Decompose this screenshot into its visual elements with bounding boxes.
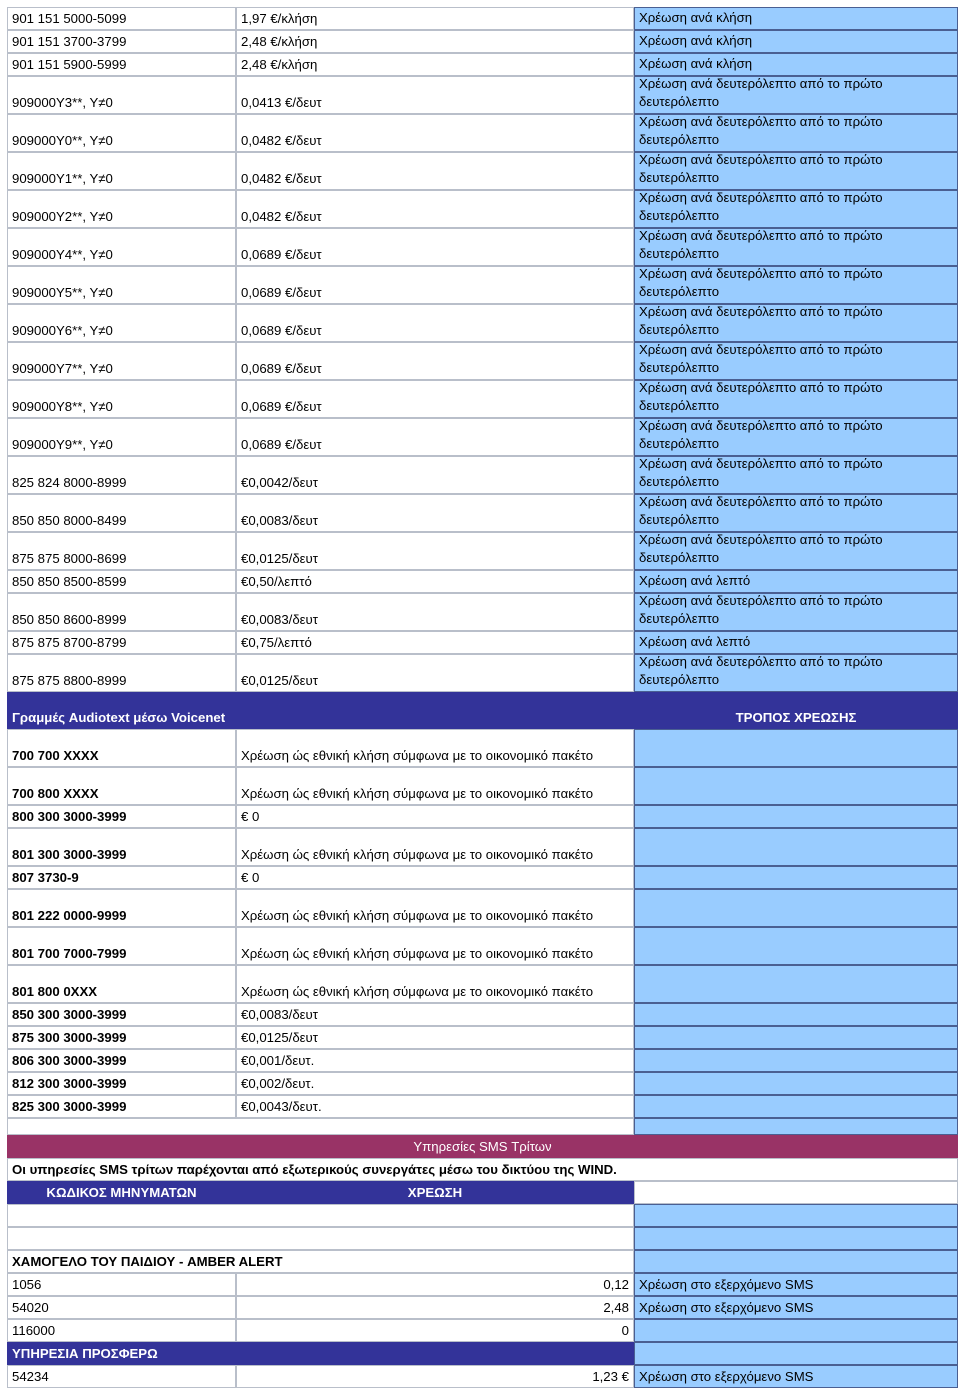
charge-mode-cell <box>634 228 958 266</box>
voicenet-header-row <box>7 692 958 729</box>
group-title-cell <box>7 1342 634 1365</box>
voicenet-number: 806 300 3000-3999 <box>12 1053 127 1068</box>
rate-text: 0,0482 €/δευτ <box>241 133 322 148</box>
charge-mode-text: Χρέωση ανά δευτερόλεπτο από το πρώτο δευτερόλεπτο <box>639 380 883 413</box>
premium-row <box>7 593 958 631</box>
voicenet-number-cell <box>7 1095 236 1118</box>
spacer-blue-cell <box>634 1118 958 1135</box>
number-cell <box>7 304 236 342</box>
voicenet-row <box>7 729 958 767</box>
sms-columns-row <box>7 1181 958 1204</box>
premium-row <box>7 266 958 304</box>
charge-mode-cell <box>634 30 958 53</box>
voicenet-row <box>7 927 958 965</box>
voicenet-row <box>7 767 958 805</box>
number-text: 909000Y0**, Y≠0 <box>12 133 113 148</box>
voicenet-mode-cell <box>634 805 958 828</box>
voicenet-mode-cell <box>634 1072 958 1095</box>
rate-text: €0,0042/δευτ <box>241 475 318 490</box>
tariff-document <box>7 7 958 1388</box>
voicenet-rate: Χρέωση ώς εθνική κλήση σύμφωνα με το οικονομικό πακέτο <box>241 847 594 862</box>
number-text: 875 875 8000-8699 <box>12 551 127 566</box>
sms-code-cell <box>7 1273 236 1296</box>
charge-mode-text: Χρέωση ανά δευτερόλεπτο από το πρώτο δευτερόλεπτο <box>639 654 883 687</box>
sms-amount-cell <box>236 1273 634 1296</box>
premium-row <box>7 456 958 494</box>
number-cell <box>7 418 236 456</box>
premium-row <box>7 654 958 692</box>
number-cell <box>7 494 236 532</box>
premium-row <box>7 7 958 30</box>
voicenet-mode-cell <box>634 889 958 927</box>
number-cell <box>7 631 236 654</box>
charge-mode-text: Χρέωση ανά δευτερόλεπτο από το πρώτο δευτερόλεπτο <box>639 190 883 223</box>
sms-code: 116000 <box>12 1323 56 1338</box>
charge-mode-text: Χρέωση ανά δευτερόλεπτο από το πρώτο δευτερόλεπτο <box>639 228 883 261</box>
charge-mode-text: Χρέωση ανά δευτερόλεπτο από το πρώτο δευτερόλεπτο <box>639 76 883 109</box>
sms-amount-cell <box>236 1365 634 1388</box>
voicenet-row <box>7 1026 958 1049</box>
rate-text: 0,0689 €/δευτ <box>241 323 322 338</box>
voicenet-mode-cell <box>634 729 958 767</box>
number-text: 850 850 8500-8599 <box>12 574 127 589</box>
rate-text: €0,50/λεπτό <box>241 574 312 589</box>
charge-mode-text: Χρέωση ανά δευτερόλεπτο από το πρώτο δευτερόλεπτο <box>639 266 883 299</box>
sms-code: 1056 <box>12 1277 42 1292</box>
sms-title-cell <box>7 1135 958 1158</box>
charge-mode-cell <box>634 342 958 380</box>
rate-text: 0,0689 €/δευτ <box>241 361 322 376</box>
voicenet-number: 807 3730-9 <box>12 870 79 885</box>
sms-note-row <box>7 1158 958 1181</box>
rate-cell <box>236 190 634 228</box>
sms-group-row <box>7 1250 958 1273</box>
voicenet-rate-cell <box>236 889 634 927</box>
rate-cell <box>236 53 634 76</box>
charge-mode-text: Χρέωση ανά λεπτό <box>639 634 751 649</box>
number-text: 909000Y5**, Y≠0 <box>12 285 113 300</box>
sms-amount: 2,48 <box>603 1300 629 1315</box>
number-text: 909000Y1**, Y≠0 <box>12 171 113 186</box>
voicenet-mode-cell <box>634 1026 958 1049</box>
charge-mode-cell <box>634 418 958 456</box>
sms-code: 54234 <box>12 1369 49 1384</box>
voicenet-number: 801 700 7000-7999 <box>12 946 127 961</box>
rate-cell <box>236 631 634 654</box>
empty-cell <box>7 1227 634 1250</box>
charge-mode-cell <box>634 152 958 190</box>
voicenet-number: 700 800 XXXX <box>12 786 99 801</box>
voicenet-row <box>7 805 958 828</box>
charge-mode-cell <box>634 380 958 418</box>
rate-cell <box>236 494 634 532</box>
charge-mode-text: Χρέωση ανά δευτερόλεπτο από το πρώτο δευτερόλεπτο <box>639 532 883 565</box>
sms-title: Υπηρεσίες SMS Τρίτων <box>413 1139 552 1154</box>
voicenet-rate-cell <box>236 965 634 1003</box>
sms-amount <box>241 1368 629 1385</box>
premium-row <box>7 631 958 654</box>
charge-mode-cell <box>634 190 958 228</box>
charge-header-cell <box>236 1181 634 1204</box>
charge-mode-cell <box>634 654 958 692</box>
premium-row <box>7 30 958 53</box>
voicenet-number: 801 300 3000-3999 <box>12 847 127 862</box>
charge-mode-cell <box>634 7 958 30</box>
number-text: 909000Y6**, Y≠0 <box>12 323 113 338</box>
voicenet-rate-cell <box>236 1072 634 1095</box>
number-text: 909000Y9**, Y≠0 <box>12 437 113 452</box>
spacer-cell <box>7 1118 634 1135</box>
voicenet-number: 812 300 3000-3999 <box>12 1076 127 1091</box>
voicenet-title-cell <box>7 692 634 729</box>
charge-mode-text: Χρέωση ανά κλήση <box>639 10 753 25</box>
voicenet-number-cell <box>7 1003 236 1026</box>
rate-cell <box>236 532 634 570</box>
voicenet-number: 850 300 3000-3999 <box>12 1007 127 1022</box>
charge-mode-text: Χρέωση ανά δευτερόλεπτο από το πρώτο δευτερόλεπτο <box>639 494 883 527</box>
voicenet-mode-cell <box>634 767 958 805</box>
charge-header: ΧΡΕΩΣΗ <box>407 1185 463 1200</box>
voicenet-rate-cell <box>236 1049 634 1072</box>
rate-text: 0,0482 €/δευτ <box>241 209 322 224</box>
sms-mode-cell <box>634 1365 958 1388</box>
number-text: 909000Y4**, Y≠0 <box>12 247 113 262</box>
charge-mode-cell <box>634 53 958 76</box>
voicenet-mode-cell <box>634 965 958 1003</box>
rate-text: 0,0689 €/δευτ <box>241 437 322 452</box>
charge-mode-text: Χρέωση ανά δευτερόλεπτο από το πρώτο δευτερόλεπτο <box>639 152 883 185</box>
group-blue-cell <box>634 1250 958 1273</box>
voicenet-rate: €0,0125/δευτ <box>241 1030 318 1045</box>
rate-cell <box>236 114 634 152</box>
rate-text: €0,75/λεπτό <box>241 635 312 650</box>
voicenet-mode-cell <box>634 927 958 965</box>
rate-cell <box>236 228 634 266</box>
charge-mode-text: Χρέωση ανά κλήση <box>639 56 753 71</box>
rate-text: 2,48 €/κλήση <box>241 34 318 49</box>
sms-amount: 0 <box>621 1323 629 1338</box>
charge-mode-cell <box>634 532 958 570</box>
rate-cell <box>236 152 634 190</box>
voicenet-rate-cell <box>236 828 634 866</box>
voicenet-row <box>7 828 958 866</box>
empty-blue-cell <box>634 1227 958 1250</box>
premium-row <box>7 114 958 152</box>
voicenet-rate: Χρέωση ώς εθνική κλήση σύμφωνα με το οικονομικό πακέτο <box>241 786 594 801</box>
voicenet-number-cell <box>7 965 236 1003</box>
sms-mode: Χρέωση στο εξερχόμενο SMS <box>639 1300 814 1315</box>
number-text: 850 850 8000-8499 <box>12 513 127 528</box>
voicenet-number-cell <box>7 828 236 866</box>
sms-amount-value: 1,23 <box>592 1369 618 1384</box>
number-cell <box>7 53 236 76</box>
charge-mode-text: Χρέωση ανά δευτερόλεπτο από το πρώτο δευτερόλεπτο <box>639 418 883 451</box>
premium-row <box>7 570 958 593</box>
rate-text: 0,0413 €/δευτ <box>241 95 322 110</box>
voicenet-mode-cell <box>634 1049 958 1072</box>
voicenet-mode-cell <box>634 1003 958 1026</box>
premium-row <box>7 304 958 342</box>
number-cell <box>7 593 236 631</box>
voicenet-mode-cell <box>634 1095 958 1118</box>
premium-row <box>7 190 958 228</box>
premium-row <box>7 532 958 570</box>
sms-row <box>7 1273 958 1296</box>
number-cell <box>7 30 236 53</box>
number-text: 909000Y7**, Y≠0 <box>12 361 113 376</box>
rate-text: €0,0125/δευτ <box>241 673 318 688</box>
charge-mode-text: Χρέωση ανά λεπτό <box>639 573 751 588</box>
voicenet-rate-cell <box>236 866 634 889</box>
voicenet-rate-cell <box>236 1095 634 1118</box>
number-text: 901 151 5000-5099 <box>12 11 127 26</box>
voicenet-row <box>7 1049 958 1072</box>
charge-mode-text: Χρέωση ανά δευτερόλεπτο από το πρώτο δευτερόλεπτο <box>639 304 883 337</box>
number-cell <box>7 7 236 30</box>
voicenet-number-cell <box>7 889 236 927</box>
voicenet-number-cell <box>7 1049 236 1072</box>
sms-row <box>7 1365 958 1388</box>
number-text: 875 875 8800-8999 <box>12 673 127 688</box>
group-title: ΥΠΗΡΕΣΙΑ ΠΡΟΣΦΕΡΩ <box>12 1346 158 1361</box>
rate-text: 1,97 €/κλήση <box>241 11 318 26</box>
currency-symbol: € <box>621 1369 629 1384</box>
number-cell <box>7 228 236 266</box>
sms-amount-cell <box>236 1319 634 1342</box>
charge-mode-text: Χρέωση ανά δευτερόλεπτο από το πρώτο δευτερόλεπτο <box>639 593 883 626</box>
sms-mode: Χρέωση στο εξερχόμενο SMS <box>639 1277 814 1292</box>
charge-mode-header-cell <box>634 1181 958 1204</box>
voicenet-row <box>7 866 958 889</box>
charge-mode-cell <box>634 76 958 114</box>
premium-row <box>7 342 958 380</box>
rate-cell <box>236 593 634 631</box>
voicenet-number: 801 800 0XXX <box>12 984 98 999</box>
sms-note: Οι υπηρεσίες SMS τρίτων παρέχονται από εξωτερικούς συνεργάτες μέσω του δικτύου της WIND. <box>12 1162 617 1177</box>
premium-row <box>7 152 958 190</box>
rate-text: €0,0083/δευτ <box>241 612 318 627</box>
voicenet-row <box>7 1095 958 1118</box>
sms-code: 54020 <box>12 1300 49 1315</box>
voicenet-number: 800 300 3000-3999 <box>12 809 127 824</box>
charge-mode-cell <box>634 114 958 152</box>
rate-cell <box>236 266 634 304</box>
voicenet-mode-header-cell <box>634 692 958 729</box>
code-header-cell <box>7 1181 236 1204</box>
sms-code-cell <box>7 1296 236 1319</box>
number-text: 825 824 8000-8999 <box>12 475 127 490</box>
rate-text: 2,48 €/κλήση <box>241 57 318 72</box>
rate-cell <box>236 30 634 53</box>
charge-mode-cell <box>634 570 958 593</box>
rate-cell <box>236 570 634 593</box>
sms-mode-cell <box>634 1296 958 1319</box>
voicenet-rate: €0,001/δευτ. <box>241 1053 315 1068</box>
voicenet-rate-cell <box>236 927 634 965</box>
voicenet-rate: Χρέωση ώς εθνική κλήση σύμφωνα με το οικονομικό πακέτο <box>241 908 594 923</box>
sms-empty-row <box>7 1227 958 1250</box>
voicenet-number: 825 300 3000-3999 <box>12 1099 127 1114</box>
number-text: 909000Y2**, Y≠0 <box>12 209 113 224</box>
number-cell <box>7 342 236 380</box>
voicenet-rate: €0,002/δευτ. <box>241 1076 315 1091</box>
voicenet-number-cell <box>7 805 236 828</box>
number-text: 909000Y8**, Y≠0 <box>12 399 113 414</box>
voicenet-rate-cell <box>236 1026 634 1049</box>
rate-text: 0,0689 €/δευτ <box>241 399 322 414</box>
premium-row <box>7 76 958 114</box>
voicenet-rate-cell <box>236 805 634 828</box>
premium-row <box>7 418 958 456</box>
voicenet-rate: €0,0043/δευτ. <box>241 1099 322 1114</box>
empty-cell <box>7 1204 634 1227</box>
voicenet-number-cell <box>7 767 236 805</box>
voicenet-title: Γραμμές Audiotext μέσω Voicenet <box>12 710 226 725</box>
voicenet-number: 801 222 0000-9999 <box>12 908 127 923</box>
charge-mode-text: Χρέωση ανά δευτερόλεπτο από το πρώτο δευτερόλεπτο <box>639 456 883 489</box>
charge-mode-cell <box>634 593 958 631</box>
voicenet-rate: Χρέωση ώς εθνική κλήση σύμφωνα με το οικονομικό πακέτο <box>241 946 594 961</box>
premium-row <box>7 228 958 266</box>
premium-row <box>7 494 958 532</box>
voicenet-mode-cell <box>634 828 958 866</box>
premium-row <box>7 53 958 76</box>
sms-row <box>7 1319 958 1342</box>
charge-mode-cell <box>634 266 958 304</box>
voicenet-number-cell <box>7 1026 236 1049</box>
sms-row <box>7 1296 958 1319</box>
number-cell <box>7 266 236 304</box>
charge-mode-cell <box>634 494 958 532</box>
group-blue-cell <box>634 1342 958 1365</box>
spacer-row <box>7 1118 958 1135</box>
voicenet-row <box>7 889 958 927</box>
rate-text: €0,0125/δευτ <box>241 551 318 566</box>
group-title: ΧΑΜΟΓΕΛΟ ΤΟΥ ΠΑΙΔΙΟΥ - AMBER ALERT <box>12 1254 283 1269</box>
sms-amount: 0,12 <box>603 1277 629 1292</box>
sms-group-row <box>7 1342 958 1365</box>
charge-mode-text: Χρέωση ανά δευτερόλεπτο από το πρώτο δευτερόλεπτο <box>639 342 883 375</box>
number-text: 875 875 8700-8799 <box>12 635 127 650</box>
voicenet-rate: Χρέωση ώς εθνική κλήση σύμφωνα με το οικονομικό πακέτο <box>241 984 594 999</box>
number-text: 901 151 3700-3799 <box>12 34 127 49</box>
voicenet-rate-cell <box>236 1003 634 1026</box>
rate-cell <box>236 456 634 494</box>
voicenet-rate-cell <box>236 767 634 805</box>
charge-mode-text: Χρέωση ανά δευτερόλεπτο από το πρώτο δευτερόλεπτο <box>639 114 883 147</box>
voicenet-rate: € 0 <box>241 809 260 824</box>
number-cell <box>7 152 236 190</box>
number-cell <box>7 76 236 114</box>
voicenet-number-cell <box>7 729 236 767</box>
sms-mode-cell <box>634 1273 958 1296</box>
sms-title-row <box>7 1135 958 1158</box>
empty-blue-cell <box>634 1204 958 1227</box>
charge-mode-cell <box>634 631 958 654</box>
sms-note-cell <box>7 1158 958 1181</box>
voicenet-rate-cell <box>236 729 634 767</box>
sms-code-cell <box>7 1365 236 1388</box>
rate-cell <box>236 304 634 342</box>
sms-mode-cell <box>634 1319 958 1342</box>
voicenet-number: 875 300 3000-3999 <box>12 1030 127 1045</box>
rate-text: 0,0689 €/δευτ <box>241 285 322 300</box>
voicenet-number-cell <box>7 1072 236 1095</box>
voicenet-row <box>7 1072 958 1095</box>
charge-mode-cell <box>634 456 958 494</box>
rate-cell <box>236 7 634 30</box>
voicenet-row <box>7 965 958 1003</box>
rate-cell <box>236 76 634 114</box>
sms-code-cell <box>7 1319 236 1342</box>
voicenet-rate: Χρέωση ώς εθνική κλήση σύμφωνα με το οικονομικό πακέτο <box>241 748 594 763</box>
voicenet-mode-cell <box>634 866 958 889</box>
voicenet-rate: €0,0083/δευτ <box>241 1007 318 1022</box>
rate-cell <box>236 654 634 692</box>
voicenet-number-cell <box>7 866 236 889</box>
rate-text: €0,0083/δευτ <box>241 513 318 528</box>
number-cell <box>7 114 236 152</box>
charge-mode-text: Χρέωση ανά κλήση <box>639 33 753 48</box>
charge-mode-cell <box>634 304 958 342</box>
number-cell <box>7 190 236 228</box>
number-cell <box>7 456 236 494</box>
number-cell <box>7 570 236 593</box>
number-text: 909000Y3**, Y≠0 <box>12 95 113 110</box>
number-cell <box>7 380 236 418</box>
rate-cell <box>236 342 634 380</box>
number-text: 901 151 5900-5999 <box>12 57 127 72</box>
sms-empty-row <box>7 1204 958 1227</box>
rate-text: 0,0689 €/δευτ <box>241 247 322 262</box>
number-cell <box>7 532 236 570</box>
number-text: 850 850 8600-8999 <box>12 612 127 627</box>
voicenet-row <box>7 1003 958 1026</box>
voicenet-number: 700 700 XXXX <box>12 748 99 763</box>
rate-cell <box>236 380 634 418</box>
mode-header: ΤΡΟΠΟΣ ΧΡΕΩΣΗΣ <box>735 710 857 725</box>
voicenet-number-cell <box>7 927 236 965</box>
number-cell <box>7 654 236 692</box>
sms-amount-cell <box>236 1296 634 1319</box>
group-title-cell <box>7 1250 634 1273</box>
code-header: ΚΩΔΙΚΟΣ ΜΗΝΥΜΑΤΩΝ <box>46 1185 197 1200</box>
premium-row <box>7 380 958 418</box>
rate-text: 0,0482 €/δευτ <box>241 171 322 186</box>
rate-cell <box>236 418 634 456</box>
voicenet-rate: € 0 <box>241 870 260 885</box>
sms-mode: Χρέωση στο εξερχόμενο SMS <box>639 1369 814 1384</box>
